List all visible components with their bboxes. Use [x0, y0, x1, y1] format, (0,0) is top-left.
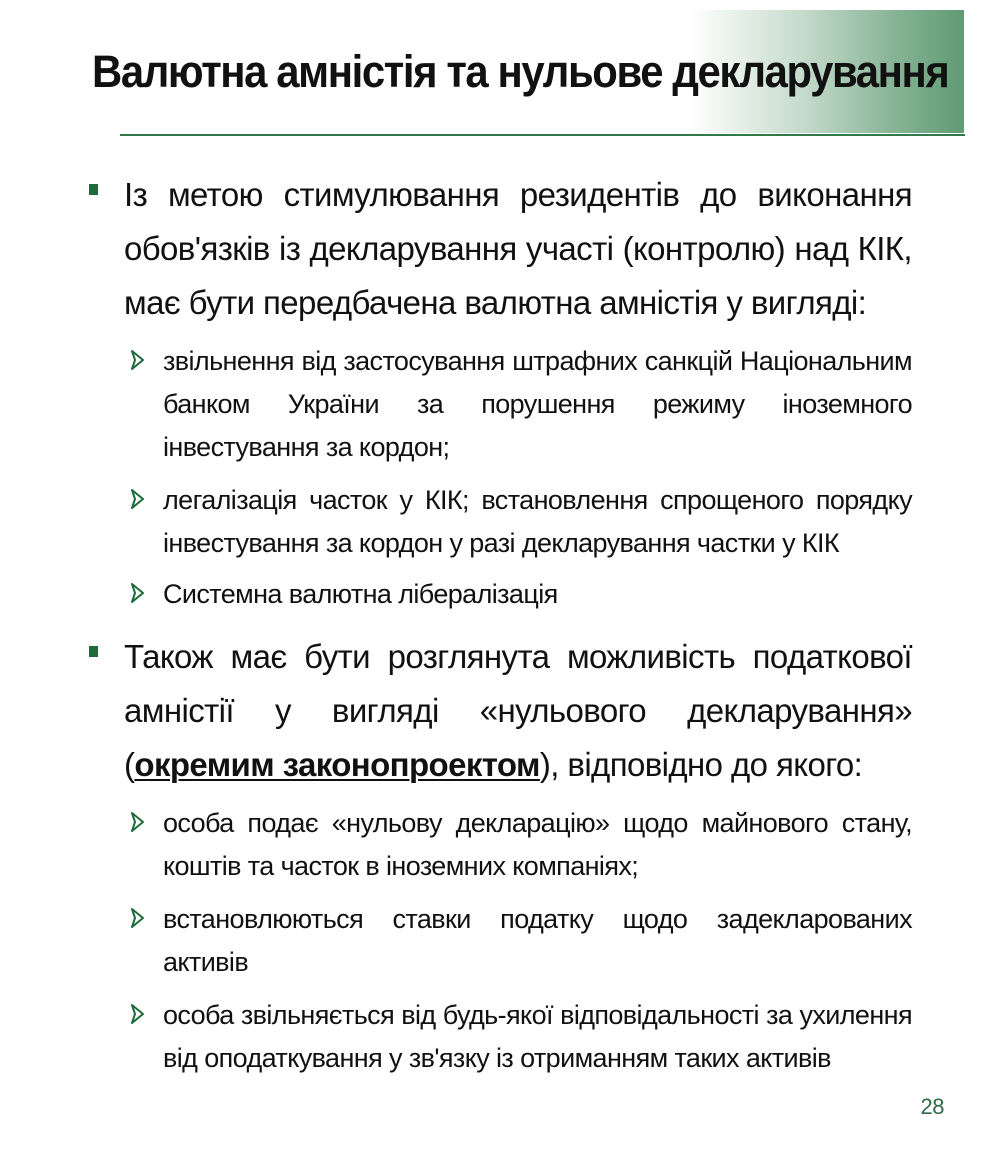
bullet-item [0, 168, 912, 330]
slide-content [0, 168, 989, 1080]
sub-item [0, 802, 912, 888]
sub-item [0, 994, 912, 1080]
bullet-text: Із метою стимулювання резидентів до виконання обов'язків із декларування участі (контролю) над КІК, має бути передбачена валютна амністія у вигляді: [124, 176, 912, 321]
title-underline [120, 134, 965, 136]
sub-item-text: встановлюються ставки податку щодо задекларованих активів [163, 904, 912, 977]
sub-item [0, 898, 912, 984]
bullet-text-before: Також має бути розглянута можливість податкової амністії у вигляді «нульового декларування» ( [124, 638, 912, 783]
sub-item-text: особа подає «нульову декларацію» щодо майнового стану, коштів та часток в іноземних компаніях; [163, 808, 912, 881]
arrow-bullet-icon [126, 481, 150, 517]
arrow-bullet-icon [126, 342, 150, 378]
arrow-bullet-icon [126, 575, 150, 611]
sub-item [0, 340, 912, 469]
bullet-emphasis: окремим законопроектом [134, 746, 540, 783]
arrow-bullet-icon [126, 996, 150, 1032]
arrow-bullet-icon [126, 900, 150, 936]
arrow-bullet-icon [126, 804, 150, 840]
bullet-item [0, 630, 912, 792]
square-bullet-icon [89, 184, 98, 195]
sub-item [0, 573, 912, 616]
sub-item-text: звільнення від застосування штрафних санкцій Національним банком України за порушення режиму іноземного інвестування за кордон; [163, 346, 912, 462]
sub-item-text: легалізація часток у КІК; встановлення спрощеного порядку інвестування за кордон у разі декларування частки у КІК [163, 485, 912, 558]
sub-item-text: особа звільняється від будь-якої відповідальності за ухилення від оподаткування у зв'язку із отриманням таких активів [163, 1000, 912, 1073]
page-number: 28 [920, 1094, 944, 1119]
square-bullet-icon [89, 646, 98, 657]
sub-item-text: Системна валютна лібералізація [163, 579, 558, 609]
slide-title: Валютна амністія та нульове декларування [92, 46, 949, 97]
bullet-text-after: ), відповідно до якого: [539, 746, 863, 783]
sub-item [0, 479, 912, 565]
